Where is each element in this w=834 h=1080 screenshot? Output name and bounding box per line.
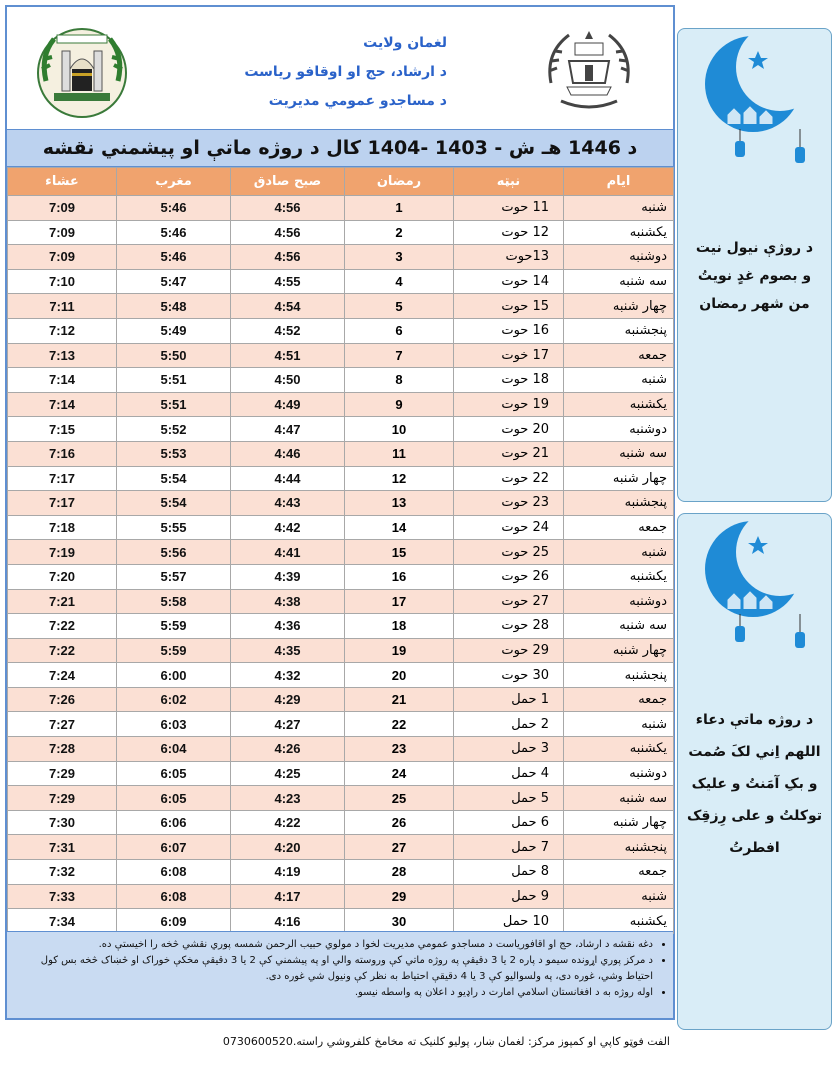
ramadan-day-cell: 24 bbox=[345, 761, 454, 786]
column-header-ramadan: رمضان bbox=[345, 168, 454, 196]
fajr-cell: 4:32 bbox=[231, 663, 345, 688]
isha-cell: 7:15 bbox=[8, 417, 117, 442]
ramadan-day-cell: 13 bbox=[345, 491, 454, 516]
column-header-maghrib: مغرب bbox=[117, 168, 231, 196]
weekday-cell: شنبه bbox=[564, 884, 674, 909]
ministry-seal-emblem bbox=[32, 21, 132, 121]
note-item: • دغه نقشه د ارشاد، حج او اقافوریاست د مساجدو عمومي مدیریت لخوا د مولوي حبیب الرحمن شمسه پوري نقشي څخه را اخیستې ده. bbox=[15, 937, 653, 953]
weekday-cell: دوشنبه bbox=[564, 761, 674, 786]
table-row bbox=[8, 220, 674, 245]
fajr-cell: 4:26 bbox=[231, 737, 345, 762]
date-cell: 21 حوت bbox=[454, 441, 564, 466]
table-row bbox=[8, 909, 674, 934]
date-cell: 24 حوت bbox=[454, 515, 564, 540]
table-row bbox=[8, 515, 674, 540]
date-cell: 7 حمل bbox=[454, 835, 564, 860]
maghrib-cell: 6:02 bbox=[117, 687, 231, 712]
maghrib-cell: 5:57 bbox=[117, 564, 231, 589]
date-cell: 25 حوت bbox=[454, 540, 564, 565]
date-cell: 16 حوت bbox=[454, 318, 564, 343]
intention-line-2: و بصوم غدٍ نویتُ bbox=[697, 268, 812, 284]
weekday-cell: یکشنبه bbox=[564, 392, 674, 417]
department-title: د مساجدو عمومي مدیریت bbox=[268, 93, 447, 109]
table-row bbox=[8, 884, 674, 909]
ramadan-timetable bbox=[7, 167, 674, 934]
footer-credit: الفت فوټو کاپي او کمپوز مرکز: لغمان ښار، پولیو کلنیک ته مخامخ کلفروشي راسته.0730600520 bbox=[222, 1035, 670, 1048]
maghrib-cell: 6:08 bbox=[117, 884, 231, 909]
weekday-cell: شنبه bbox=[564, 196, 674, 221]
maghrib-cell: 5:59 bbox=[117, 638, 231, 663]
weekday-cell: پنجشنبه bbox=[564, 663, 674, 688]
column-header-fajr: صبح صادق bbox=[231, 168, 345, 196]
table-body bbox=[8, 196, 674, 934]
page-title: د 1446 هـ ش - 1403 -1404 کال د روژه ماتې او پیشمني نقشه bbox=[7, 129, 673, 167]
weekday-cell: سه شنبه bbox=[564, 786, 674, 811]
fajr-cell: 4:23 bbox=[231, 786, 345, 811]
table-row bbox=[8, 417, 674, 442]
ramadan-day-cell: 5 bbox=[345, 294, 454, 319]
weekday-cell: پنجشنبه bbox=[564, 835, 674, 860]
maghrib-cell: 6:04 bbox=[117, 737, 231, 762]
table-row bbox=[8, 614, 674, 639]
date-cell: 4 حمل bbox=[454, 761, 564, 786]
date-cell: 14 حوت bbox=[454, 269, 564, 294]
fajr-cell: 4:49 bbox=[231, 392, 345, 417]
ramadan-day-cell: 4 bbox=[345, 269, 454, 294]
ramadan-day-cell: 20 bbox=[345, 663, 454, 688]
date-cell: 20 حوت bbox=[454, 417, 564, 442]
weekday-cell: سه شنبه bbox=[564, 614, 674, 639]
isha-cell: 7:14 bbox=[8, 368, 117, 393]
table-header-row bbox=[8, 168, 674, 196]
table-row bbox=[8, 540, 674, 565]
date-cell: 28 حوت bbox=[454, 614, 564, 639]
isha-cell: 7:14 bbox=[8, 392, 117, 417]
isha-cell: 7:20 bbox=[8, 564, 117, 589]
date-cell: 10 حمل bbox=[454, 909, 564, 934]
date-cell: 1 حمل bbox=[454, 687, 564, 712]
ramadan-day-cell: 23 bbox=[345, 737, 454, 762]
isha-cell: 7:34 bbox=[8, 909, 117, 934]
maghrib-cell: 6:07 bbox=[117, 835, 231, 860]
table-row bbox=[8, 810, 674, 835]
weekday-cell: جمعه bbox=[564, 687, 674, 712]
ramadan-day-cell: 14 bbox=[345, 515, 454, 540]
weekday-cell: شنبه bbox=[564, 368, 674, 393]
fajr-cell: 4:16 bbox=[231, 909, 345, 934]
weekday-cell: جمعه bbox=[564, 515, 674, 540]
maghrib-cell: 5:46 bbox=[117, 220, 231, 245]
weekday-cell: سه شنبه bbox=[564, 269, 674, 294]
ramadan-day-cell: 12 bbox=[345, 466, 454, 491]
fajr-cell: 4:42 bbox=[231, 515, 345, 540]
weekday-cell: چهار شنبه bbox=[564, 810, 674, 835]
fajr-cell: 4:43 bbox=[231, 491, 345, 516]
crescent-moon-lantern-icon bbox=[688, 29, 823, 204]
maghrib-cell: 5:46 bbox=[117, 196, 231, 221]
fajr-cell: 4:29 bbox=[231, 687, 345, 712]
fajr-cell: 4:46 bbox=[231, 441, 345, 466]
maghrib-cell: 6:05 bbox=[117, 786, 231, 811]
table-row bbox=[8, 663, 674, 688]
ramadan-day-cell: 8 bbox=[345, 368, 454, 393]
ramadan-day-cell: 10 bbox=[345, 417, 454, 442]
isha-cell: 7:12 bbox=[8, 318, 117, 343]
date-cell: 17 خوت bbox=[454, 343, 564, 368]
isha-cell: 7:09 bbox=[8, 220, 117, 245]
ramadan-day-cell: 29 bbox=[345, 884, 454, 909]
maghrib-cell: 5:46 bbox=[117, 245, 231, 270]
weekday-cell: یکشنبه bbox=[564, 909, 674, 934]
date-cell: 22 حوت bbox=[454, 466, 564, 491]
isha-cell: 7:31 bbox=[8, 835, 117, 860]
ramadan-day-cell: 6 bbox=[345, 318, 454, 343]
maghrib-cell: 5:56 bbox=[117, 540, 231, 565]
weekday-cell: پنجشنبه bbox=[564, 491, 674, 516]
fajr-cell: 4:47 bbox=[231, 417, 345, 442]
fajr-cell: 4:39 bbox=[231, 564, 345, 589]
table-row bbox=[8, 245, 674, 270]
fajr-cell: 4:27 bbox=[231, 712, 345, 737]
directorate-title: د ارشاد، حج او اوقافو ریاست bbox=[244, 64, 447, 80]
ramadan-day-cell: 2 bbox=[345, 220, 454, 245]
date-cell: 5 حمل bbox=[454, 786, 564, 811]
ramadan-day-cell: 9 bbox=[345, 392, 454, 417]
isha-cell: 7:11 bbox=[8, 294, 117, 319]
table-row bbox=[8, 786, 674, 811]
column-header-date: نېټه bbox=[454, 168, 564, 196]
dua-line-5: افطرتُ bbox=[729, 840, 780, 856]
suhoor-intention-text bbox=[678, 234, 831, 318]
dua-line-1: د روژه ماتې دعاء bbox=[695, 712, 814, 728]
note-item: • د مرکز پوري اړونده سیمو د پاره 2 یا 3 دقیقې په روژه ماتي کې وروسته والي او په پیشمني کې 2 یا 3 دقیقې مخکې خوراک او څښاک څخه بس کول احتیاط وشي، غوره دی، په ولسوالیو کې 3 یا 4 دقیقې احتیاط به نظر کې ونیول شي غوره دی. bbox=[15, 953, 653, 985]
isha-cell: 7:24 bbox=[8, 663, 117, 688]
table-row bbox=[8, 638, 674, 663]
ramadan-day-cell: 21 bbox=[345, 687, 454, 712]
fajr-cell: 4:56 bbox=[231, 220, 345, 245]
column-header-weekday: ایام bbox=[564, 168, 674, 196]
maghrib-cell: 6:05 bbox=[117, 761, 231, 786]
isha-cell: 7:13 bbox=[8, 343, 117, 368]
ramadan-day-cell: 7 bbox=[345, 343, 454, 368]
date-cell: 3 حمل bbox=[454, 737, 564, 762]
isha-cell: 7:09 bbox=[8, 196, 117, 221]
note-item: • اوله روژه به د افغانستان اسلامي امارت د راډیو د اعلان په واسطه نیسو. bbox=[15, 985, 653, 1001]
isha-cell: 7:29 bbox=[8, 786, 117, 811]
ramadan-day-cell: 16 bbox=[345, 564, 454, 589]
weekday-cell: سه شنبه bbox=[564, 441, 674, 466]
table-row bbox=[8, 318, 674, 343]
fajr-cell: 4:20 bbox=[231, 835, 345, 860]
fajr-cell: 4:50 bbox=[231, 368, 345, 393]
maghrib-cell: 5:53 bbox=[117, 441, 231, 466]
dua-line-2: اللهم اِني لکَ صُمت bbox=[688, 744, 821, 760]
suhoor-intention-card bbox=[677, 28, 832, 502]
table-row bbox=[8, 343, 674, 368]
table-row bbox=[8, 441, 674, 466]
weekday-cell: چهار شنبه bbox=[564, 466, 674, 491]
table-row bbox=[8, 491, 674, 516]
weekday-cell: یکشنبه bbox=[564, 564, 674, 589]
isha-cell: 7:26 bbox=[8, 687, 117, 712]
maghrib-cell: 5:54 bbox=[117, 466, 231, 491]
table-row bbox=[8, 368, 674, 393]
date-cell: 13حوت bbox=[454, 245, 564, 270]
date-cell: 30 حوت bbox=[454, 663, 564, 688]
weekday-cell: شنبه bbox=[564, 540, 674, 565]
weekday-cell: جمعه bbox=[564, 860, 674, 885]
table-row bbox=[8, 761, 674, 786]
fajr-cell: 4:51 bbox=[231, 343, 345, 368]
isha-cell: 7:16 bbox=[8, 441, 117, 466]
weekday-cell: شنبه bbox=[564, 712, 674, 737]
isha-cell: 7:32 bbox=[8, 860, 117, 885]
ramadan-day-cell: 30 bbox=[345, 909, 454, 934]
ramadan-day-cell: 3 bbox=[345, 245, 454, 270]
maghrib-cell: 6:03 bbox=[117, 712, 231, 737]
date-cell: 23 حوت bbox=[454, 491, 564, 516]
iftar-dua-text bbox=[678, 704, 831, 864]
isha-cell: 7:33 bbox=[8, 884, 117, 909]
fajr-cell: 4:36 bbox=[231, 614, 345, 639]
date-cell: 11 حوت bbox=[454, 196, 564, 221]
ramadan-day-cell: 17 bbox=[345, 589, 454, 614]
weekday-cell: پنجشنبه bbox=[564, 318, 674, 343]
maghrib-cell: 5:51 bbox=[117, 368, 231, 393]
table-row bbox=[8, 564, 674, 589]
emirate-emblem bbox=[539, 21, 639, 121]
date-cell: 9 حمل bbox=[454, 884, 564, 909]
maghrib-cell: 6:00 bbox=[117, 663, 231, 688]
weekday-cell: چهار شنبه bbox=[564, 294, 674, 319]
table-row bbox=[8, 589, 674, 614]
isha-cell: 7:21 bbox=[8, 589, 117, 614]
date-cell: 29 حوت bbox=[454, 638, 564, 663]
ramadan-day-cell: 25 bbox=[345, 786, 454, 811]
intention-line-3: من شهر رمضان bbox=[699, 296, 810, 312]
table-row bbox=[8, 294, 674, 319]
notes-box bbox=[7, 931, 673, 1018]
maghrib-cell: 5:49 bbox=[117, 318, 231, 343]
ramadan-day-cell: 1 bbox=[345, 196, 454, 221]
table-row bbox=[8, 687, 674, 712]
fajr-cell: 4:19 bbox=[231, 860, 345, 885]
column-header-isha: عشاء bbox=[8, 168, 117, 196]
isha-cell: 7:17 bbox=[8, 466, 117, 491]
fajr-cell: 4:56 bbox=[231, 245, 345, 270]
table-row bbox=[8, 835, 674, 860]
maghrib-cell: 5:58 bbox=[117, 589, 231, 614]
weekday-cell: یکشنبه bbox=[564, 220, 674, 245]
dua-line-3: و بکِ آمَنتُ و علیک bbox=[691, 776, 818, 792]
iftar-dua-card bbox=[677, 513, 832, 1030]
isha-cell: 7:09 bbox=[8, 245, 117, 270]
ramadan-day-cell: 27 bbox=[345, 835, 454, 860]
ramadan-day-cell: 26 bbox=[345, 810, 454, 835]
ramadan-day-cell: 11 bbox=[345, 441, 454, 466]
table-row bbox=[8, 737, 674, 762]
ramadan-day-cell: 28 bbox=[345, 860, 454, 885]
fajr-cell: 4:52 bbox=[231, 318, 345, 343]
weekday-cell: جمعه bbox=[564, 343, 674, 368]
weekday-cell: چهار شنبه bbox=[564, 638, 674, 663]
maghrib-cell: 5:51 bbox=[117, 392, 231, 417]
fajr-cell: 4:35 bbox=[231, 638, 345, 663]
dua-line-4: توکلتُ و علی رِزقِک bbox=[686, 808, 823, 824]
date-cell: 12 حوت bbox=[454, 220, 564, 245]
weekday-cell: یکشنبه bbox=[564, 737, 674, 762]
date-cell: 15 حوت bbox=[454, 294, 564, 319]
fajr-cell: 4:56 bbox=[231, 196, 345, 221]
date-cell: 6 حمل bbox=[454, 810, 564, 835]
intention-line-1: د روژې نیول نیت bbox=[695, 240, 814, 256]
date-cell: 19 حوت bbox=[454, 392, 564, 417]
timetable-frame bbox=[5, 5, 675, 1020]
fajr-cell: 4:41 bbox=[231, 540, 345, 565]
ramadan-day-cell: 19 bbox=[345, 638, 454, 663]
fajr-cell: 4:44 bbox=[231, 466, 345, 491]
fajr-cell: 4:17 bbox=[231, 884, 345, 909]
maghrib-cell: 6:08 bbox=[117, 860, 231, 885]
province-title: لغمان ولایت bbox=[363, 35, 447, 51]
maghrib-cell: 6:06 bbox=[117, 810, 231, 835]
ramadan-day-cell: 18 bbox=[345, 614, 454, 639]
date-cell: 8 حمل bbox=[454, 860, 564, 885]
table-row bbox=[8, 196, 674, 221]
weekday-cell: دوشنبه bbox=[564, 417, 674, 442]
isha-cell: 7:28 bbox=[8, 737, 117, 762]
fajr-cell: 4:22 bbox=[231, 810, 345, 835]
isha-cell: 7:22 bbox=[8, 638, 117, 663]
fajr-cell: 4:25 bbox=[231, 761, 345, 786]
maghrib-cell: 5:54 bbox=[117, 491, 231, 516]
isha-cell: 7:27 bbox=[8, 712, 117, 737]
header bbox=[7, 7, 673, 129]
isha-cell: 7:10 bbox=[8, 269, 117, 294]
ramadan-day-cell: 15 bbox=[345, 540, 454, 565]
table-row bbox=[8, 712, 674, 737]
maghrib-cell: 5:59 bbox=[117, 614, 231, 639]
maghrib-cell: 6:09 bbox=[117, 909, 231, 934]
maghrib-cell: 5:50 bbox=[117, 343, 231, 368]
maghrib-cell: 5:52 bbox=[117, 417, 231, 442]
isha-cell: 7:18 bbox=[8, 515, 117, 540]
table-row bbox=[8, 392, 674, 417]
fajr-cell: 4:55 bbox=[231, 269, 345, 294]
date-cell: 26 حوت bbox=[454, 564, 564, 589]
date-cell: 27 حوت bbox=[454, 589, 564, 614]
date-cell: 18 حوت bbox=[454, 368, 564, 393]
weekday-cell: دوشنبه bbox=[564, 589, 674, 614]
maghrib-cell: 5:55 bbox=[117, 515, 231, 540]
table-row bbox=[8, 466, 674, 491]
isha-cell: 7:19 bbox=[8, 540, 117, 565]
ramadan-day-cell: 22 bbox=[345, 712, 454, 737]
crescent-moon-lantern-icon bbox=[688, 514, 823, 689]
isha-cell: 7:22 bbox=[8, 614, 117, 639]
maghrib-cell: 5:47 bbox=[117, 269, 231, 294]
table-row bbox=[8, 269, 674, 294]
fajr-cell: 4:54 bbox=[231, 294, 345, 319]
isha-cell: 7:17 bbox=[8, 491, 117, 516]
table-row bbox=[8, 860, 674, 885]
header-titles bbox=[157, 29, 447, 116]
date-cell: 2 حمل bbox=[454, 712, 564, 737]
isha-cell: 7:30 bbox=[8, 810, 117, 835]
fajr-cell: 4:38 bbox=[231, 589, 345, 614]
maghrib-cell: 5:48 bbox=[117, 294, 231, 319]
isha-cell: 7:29 bbox=[8, 761, 117, 786]
weekday-cell: دوشنبه bbox=[564, 245, 674, 270]
